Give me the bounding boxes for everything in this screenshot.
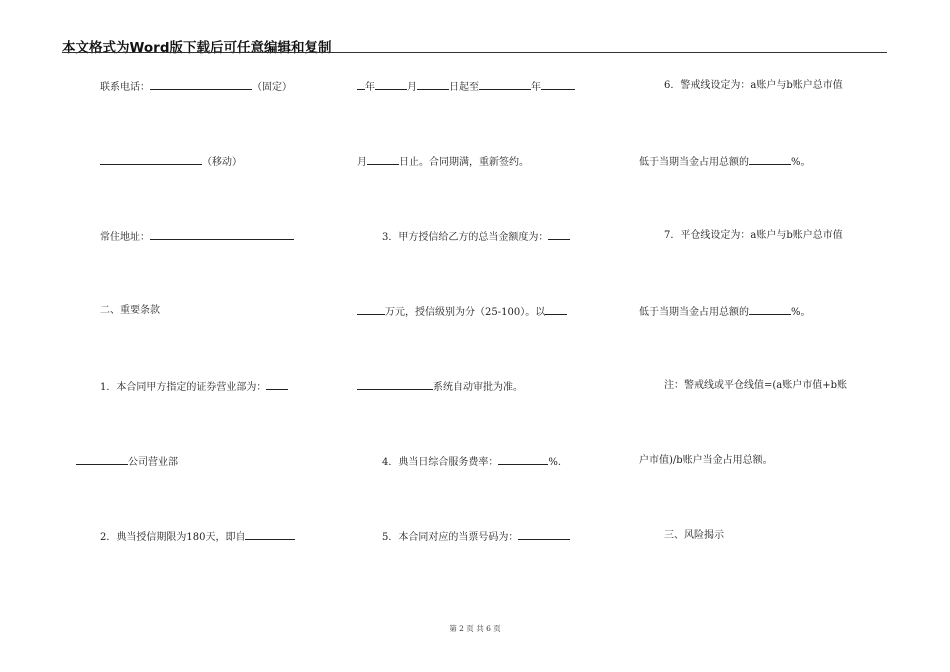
date-range-line bbox=[357, 80, 575, 94]
section-2-heading: 二、重要条款 bbox=[100, 305, 160, 316]
item-7-line: 7．平仓线设定为：a账户与b账户总市值 bbox=[664, 230, 843, 241]
section-3-heading: 三、风险揭示 bbox=[664, 530, 724, 541]
item-3-end-line bbox=[357, 380, 523, 394]
header-divider bbox=[62, 52, 887, 53]
phone-fixed-tag: （固定） bbox=[252, 82, 292, 93]
item-1-company-blank bbox=[76, 455, 128, 465]
item-3-cont-line bbox=[357, 305, 567, 319]
item-3-blank bbox=[548, 230, 570, 240]
item-4-blank bbox=[498, 455, 548, 465]
item-6-blank bbox=[749, 155, 791, 165]
item-6-cont-line bbox=[639, 155, 811, 169]
date-year-2: 年 bbox=[531, 82, 541, 93]
item-2-line bbox=[100, 530, 295, 544]
item-1-blank bbox=[266, 380, 288, 390]
item-4-text: 4．典当日综合服务费率： bbox=[382, 457, 499, 468]
item-5-text: 5．本合同对应的当票号码为： bbox=[382, 532, 519, 543]
date-month-1: 月 bbox=[407, 82, 417, 93]
item-3-amount-blank bbox=[357, 305, 385, 315]
date-range-cont-line bbox=[357, 155, 529, 169]
item-5-blank bbox=[518, 530, 570, 540]
item-6-cont-text: 低于当期当金占用总额的 bbox=[639, 157, 749, 168]
item-3-end-blank bbox=[357, 380, 433, 390]
phone-label: 联系电话： bbox=[100, 82, 150, 93]
item-7-cont-text: 低于当期当金占用总额的 bbox=[639, 307, 749, 318]
address-line bbox=[100, 230, 294, 244]
date-day-1: 日起至 bbox=[449, 82, 479, 93]
date-end-text: 日止。合同期满，重新签约。 bbox=[399, 157, 529, 168]
item-3-line bbox=[382, 230, 570, 244]
page-number-footer: 第 2 页 共 6 页 bbox=[449, 624, 501, 633]
item-7-blank bbox=[749, 305, 791, 315]
date-blank-3 bbox=[417, 80, 449, 90]
item-6-unit: %。 bbox=[791, 157, 811, 168]
item-1-suffix: 公司营业部 bbox=[128, 457, 178, 468]
item-3-end-text: 系统自动审批为准。 bbox=[433, 382, 523, 393]
phone-mobile-blank bbox=[100, 155, 202, 165]
phone-fixed-line bbox=[100, 80, 292, 94]
item-3-cont-text: 万元，授信级别为分（25-100）。以 bbox=[385, 307, 546, 318]
item-7-cont-line bbox=[639, 305, 811, 319]
note-line: 注：警戒线或平仓线值=(a账户市值+b账 bbox=[664, 380, 848, 391]
date-blank-6 bbox=[367, 155, 399, 165]
date-blank-1 bbox=[357, 80, 365, 90]
address-label: 常住地址： bbox=[100, 232, 150, 243]
item-3-text: 3．甲方授信给乙方的总当金额度为： bbox=[382, 232, 549, 243]
item-4-unit: %. bbox=[548, 457, 562, 468]
phone-fixed-blank bbox=[150, 80, 252, 90]
document-header-title: 本文格式为Word版下载后可任意编辑和复制 bbox=[62, 40, 332, 56]
date-blank-5 bbox=[541, 80, 575, 90]
phone-mobile-tag: （移动） bbox=[202, 157, 242, 168]
item-1-line bbox=[100, 380, 288, 394]
date-blank-2 bbox=[375, 80, 407, 90]
item-6-line: 6．警戒线设定为：a账户与b账户总市值 bbox=[664, 80, 843, 91]
date-year-1: 年 bbox=[365, 82, 375, 93]
date-blank-4 bbox=[479, 80, 531, 90]
note-cont-line: 户市值)/b账户当金占用总额。 bbox=[639, 455, 773, 466]
item-3-system-blank bbox=[545, 305, 567, 315]
address-blank bbox=[150, 230, 294, 240]
item-4-line bbox=[382, 455, 561, 469]
item-1-text: 1．本合同甲方指定的证券营业部为： bbox=[100, 382, 267, 393]
date-month-2: 月 bbox=[357, 157, 367, 168]
item-2-text: 2．典当授信期限为180天，即自 bbox=[100, 532, 246, 543]
item-7-unit: %。 bbox=[791, 307, 811, 318]
item-5-line bbox=[382, 530, 570, 544]
item-1-cont-line bbox=[76, 455, 178, 469]
item-2-blank bbox=[245, 530, 295, 540]
phone-mobile-line bbox=[100, 155, 242, 169]
